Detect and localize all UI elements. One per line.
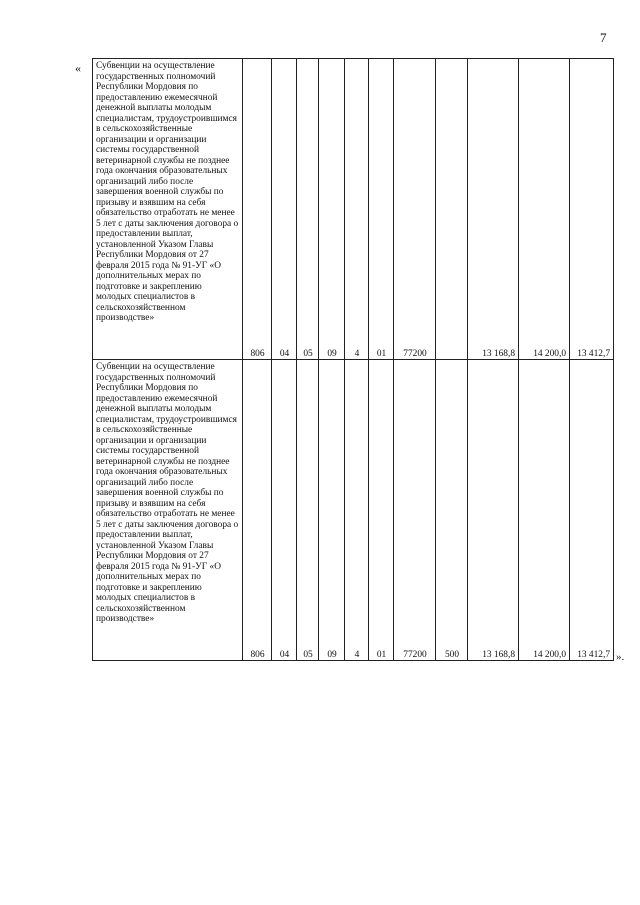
budget-table: [92, 58, 614, 661]
cell-csr-2: 4: [345, 360, 369, 661]
opening-quote-mark: «: [75, 61, 81, 75]
cell-pr: 05: [297, 360, 319, 661]
cell-csr-1: 09: [319, 59, 345, 360]
closing-quote-mark: ».: [616, 651, 625, 663]
cell-csr-4: 77200: [394, 360, 436, 661]
cell-sum-1: 13 168,8: [468, 360, 519, 661]
cell-sum-1: 13 168,8: [468, 59, 519, 360]
row-description: Субвенции на осуществление государственных полномочий Республики Мордовия по предоставлению ежемесячной денежной выплаты молодым специалистам, трудоустроившимся в сельскохозяйственные организации и организации системы государственной ветеринарной службы не позднее года окончания образовательных организаций либо после завершения военной службы по призыву и взявшим на себя обязательство отработать не менее 5 лет с даты заключения договора о предоставлении выплат, установленной Указом Главы Республики Мордовия от 27 февраля 2015 года № 91-УГ «О дополнительных мерах по подготовке и закреплению молодых специалистов в сельскохозяйственном производстве»: [93, 59, 243, 360]
cell-sum-3: 13 412,7: [570, 59, 614, 360]
cell-vr: [436, 59, 468, 360]
cell-vr: 500: [436, 360, 468, 661]
cell-gr: 806: [243, 360, 272, 661]
cell-sum-3: 13 412,7: [570, 360, 614, 661]
cell-csr-1: 09: [319, 360, 345, 661]
cell-sum-2: 14 200,0: [519, 59, 570, 360]
page-number: 7: [600, 30, 607, 45]
cell-rz: 04: [272, 59, 297, 360]
cell-csr-3: 01: [369, 59, 394, 360]
table-row: [93, 59, 614, 360]
row-description: Субвенции на осуществление государственных полномочий Республики Мордовия по предоставлению ежемесячной денежной выплаты молодым специалистам, трудоустроившимся в сельскохозяйственные организации и организации системы государственной ветеринарной службы не позднее года окончания образовательных организаций либо после завершения военной службы по призыву и взявшим на себя обязательство отработать не менее 5 лет с даты заключения договора о предоставлении выплат, установленной Указом Главы Республики Мордовия от 27 февраля 2015 года № 91-УГ «О дополнительных мерах по подготовке и закреплению молодых специалистов в сельскохозяйственном производстве»: [93, 360, 243, 661]
cell-pr: 05: [297, 59, 319, 360]
cell-csr-2: 4: [345, 59, 369, 360]
cell-gr: 806: [243, 59, 272, 360]
cell-csr-4: 77200: [394, 59, 436, 360]
cell-sum-2: 14 200,0: [519, 360, 570, 661]
cell-csr-3: 01: [369, 360, 394, 661]
cell-rz: 04: [272, 360, 297, 661]
table-row: [93, 360, 614, 661]
